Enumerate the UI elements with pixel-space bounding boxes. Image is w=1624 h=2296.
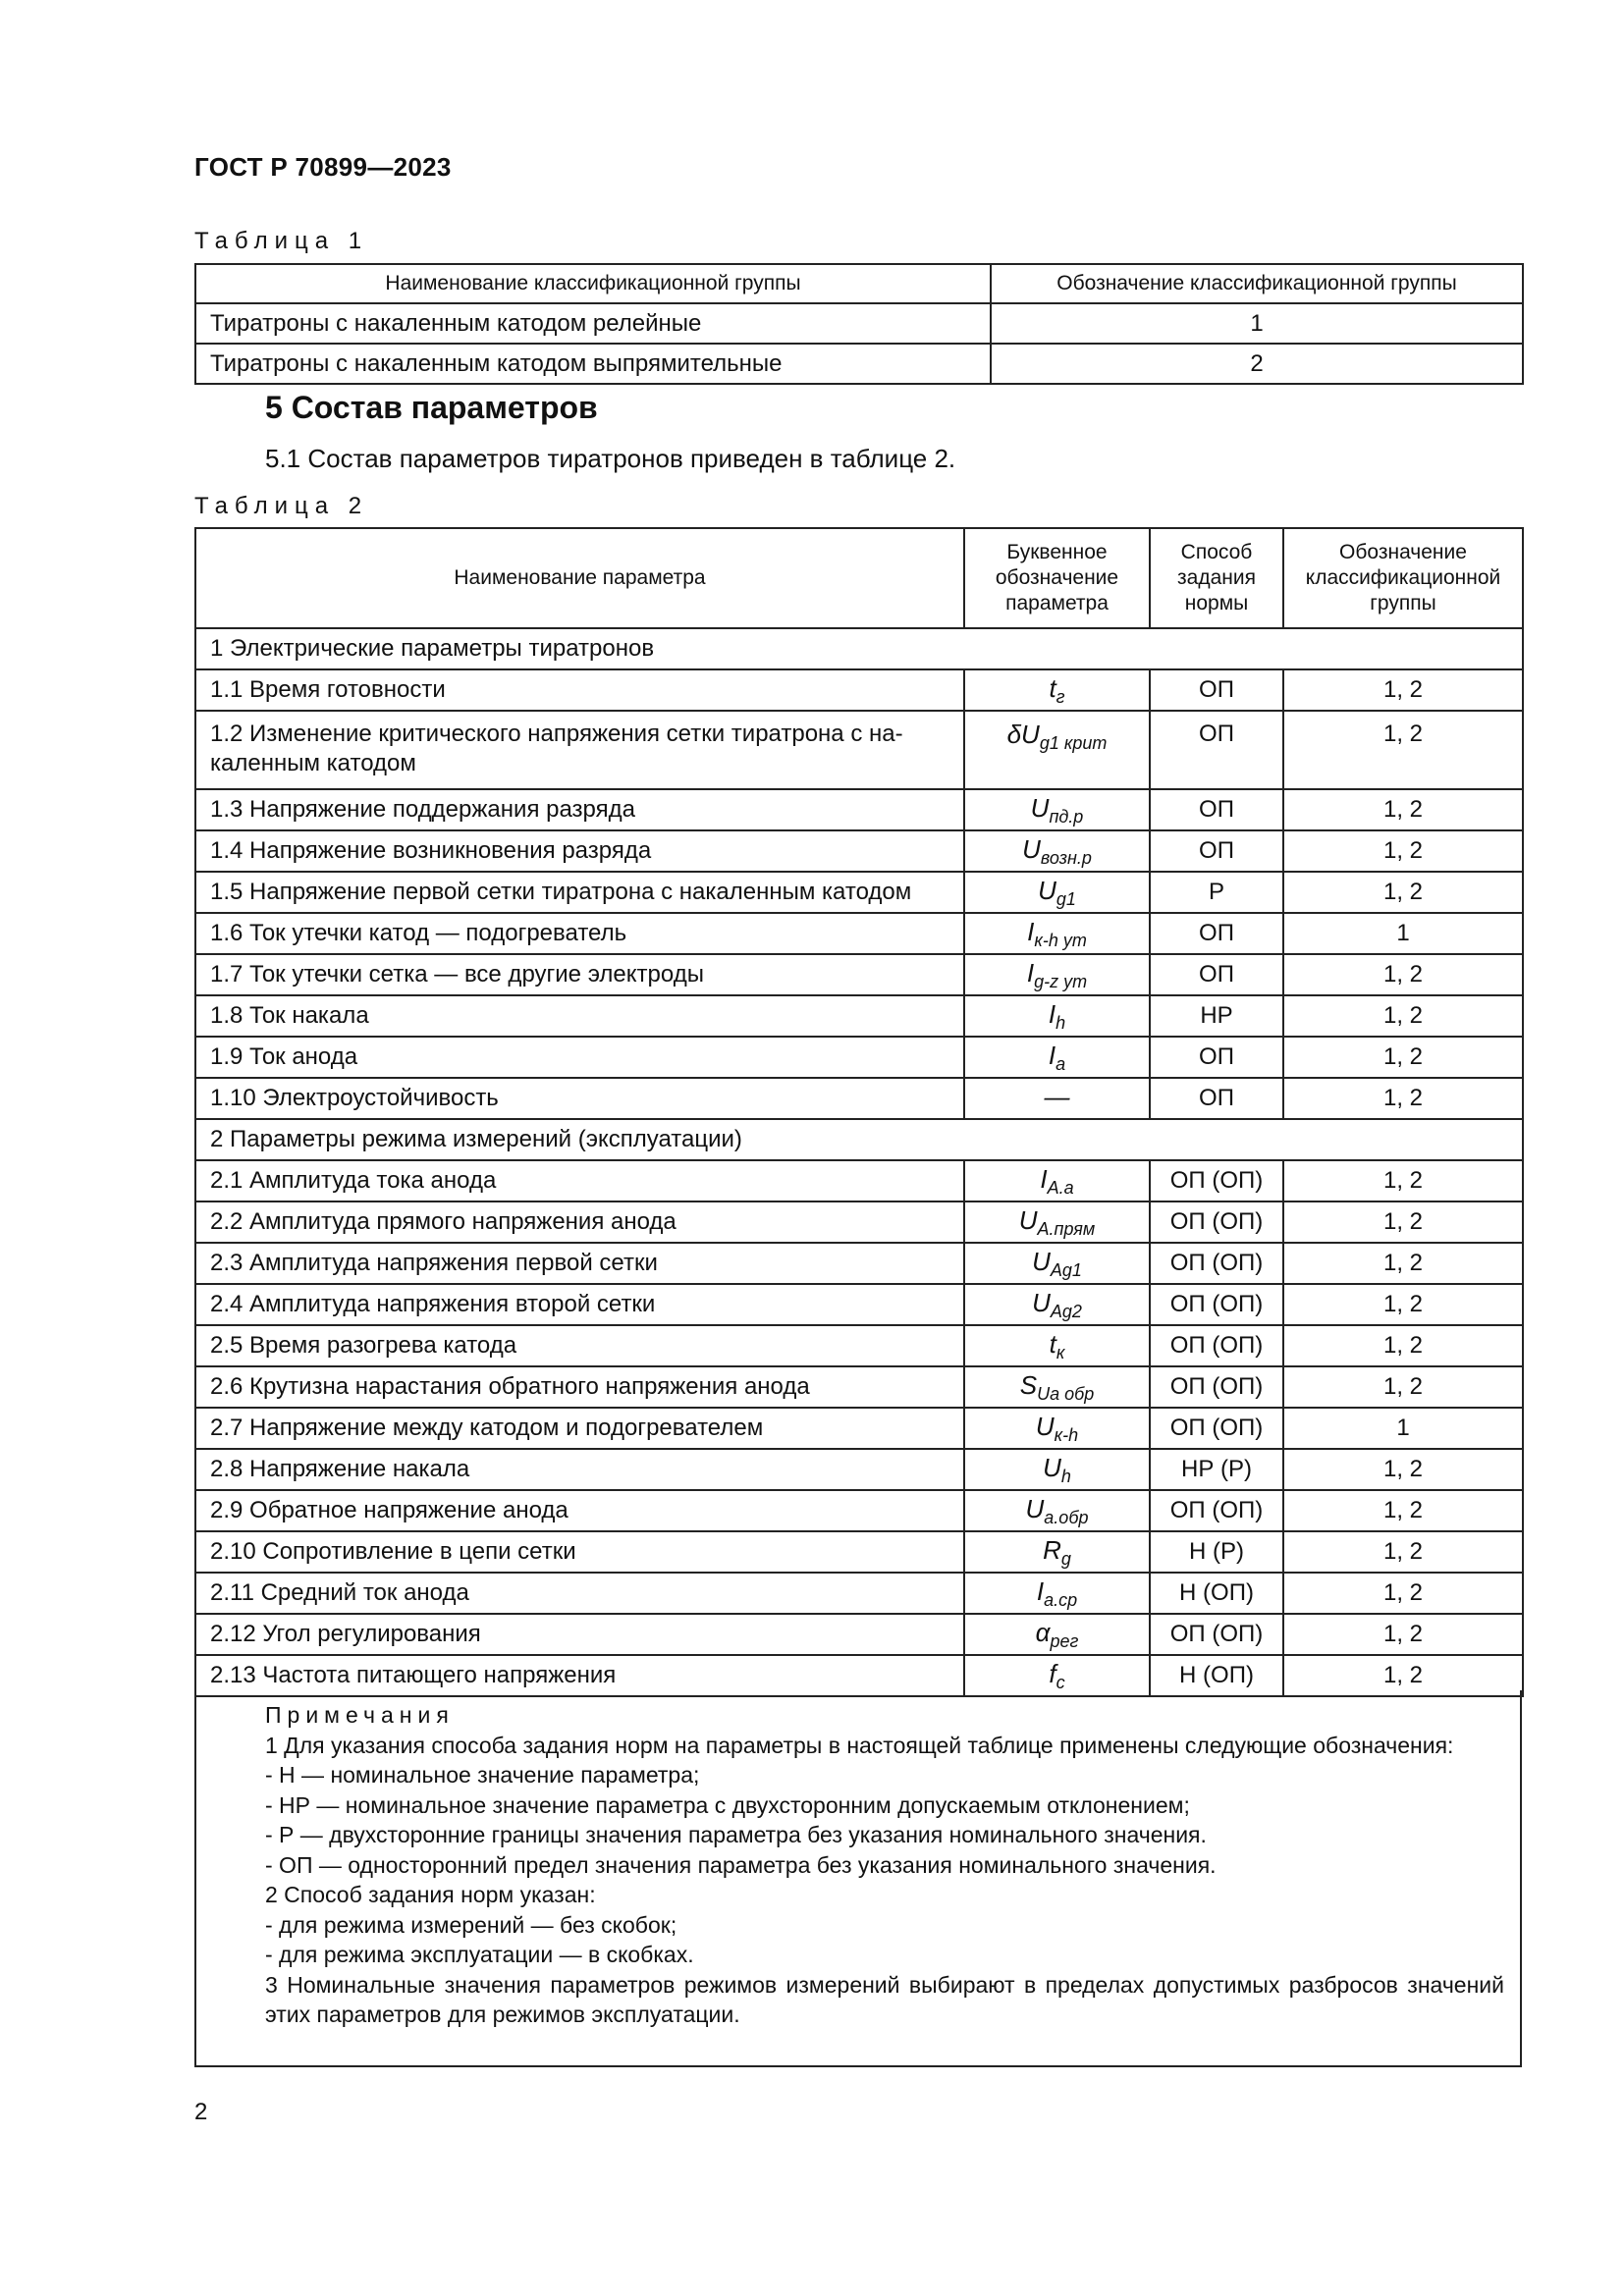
table2-group-row xyxy=(195,628,1523,669)
note-1-item: - Р — двухсторонние границы значения параметра без указания номинального значения. xyxy=(265,1822,1207,1847)
symbol-subscript: к-h xyxy=(1054,1424,1079,1445)
table2-cell-group: 1, 2 xyxy=(1283,1655,1523,1696)
symbol-main: S xyxy=(1019,1369,1038,1400)
table2-cell-group: 1, 2 xyxy=(1283,669,1523,711)
symbol-subscript: пд.р xyxy=(1049,806,1084,827)
table1-row xyxy=(195,344,1523,384)
symbol-subscript: g1 xyxy=(1056,888,1076,909)
table2-cell-method: ОП (ОП) xyxy=(1150,1160,1283,1201)
table2-cell-method: ОП (ОП) xyxy=(1150,1284,1283,1325)
symbol-main: I xyxy=(1048,1040,1056,1070)
symbol-main: f xyxy=(1049,1658,1056,1688)
table2-cell-symbol xyxy=(964,1284,1150,1325)
table2-row xyxy=(195,872,1523,913)
symbol-main: U xyxy=(1043,1452,1061,1482)
section-title: 5 Состав параметров xyxy=(265,390,598,425)
table2-cell-name: 1.7 Ток утечки сетка — все другие электроды xyxy=(195,954,964,995)
table2-cell-symbol xyxy=(964,1408,1150,1449)
table2-cell-group: 1, 2 xyxy=(1283,1201,1523,1243)
symbol-subscript: Аg2 xyxy=(1050,1301,1082,1321)
table2-cell-group: 1, 2 xyxy=(1283,1078,1523,1119)
table2-cell-method: Н (Р) xyxy=(1150,1531,1283,1573)
symbol-main: I xyxy=(1048,998,1056,1029)
symbol-main: U xyxy=(1035,1411,1055,1441)
table1-cell-name: Тиратроны с накаленным катодом релейные xyxy=(195,303,991,344)
table2-row xyxy=(195,1408,1523,1449)
table2-row xyxy=(195,1160,1523,1201)
table2-cell-group: 1, 2 xyxy=(1283,1037,1523,1078)
symbol-main: I xyxy=(1040,1163,1048,1194)
table2-cell-group: 1, 2 xyxy=(1283,1325,1523,1366)
symbol-main: U xyxy=(1038,875,1056,905)
table2-cell-name: 1.3 Напряжение поддержания разряда xyxy=(195,789,964,830)
symbol-subscript: возн.р xyxy=(1040,847,1092,868)
note-3: 3 Номинальные значения параметров режимов измерений выбирают в пределах допустимых разбросов значений этих параметров для режимов эксплуатации. xyxy=(265,1971,1504,2027)
table2-cell-method: ОП xyxy=(1150,1037,1283,1078)
table2 xyxy=(194,527,1524,1697)
table2-cell-name: 2.6 Крутизна нарастания обратного напряжения анода xyxy=(195,1366,964,1408)
symbol-subscript: А.прям xyxy=(1037,1218,1096,1239)
table2-cell-group: 1, 2 xyxy=(1283,1573,1523,1614)
note-2: 2 Способ задания норм указан: xyxy=(265,1882,596,1907)
table2-cell-group: 1, 2 xyxy=(1283,830,1523,872)
note-1: 1 Для указания способа задания норм на параметры в настоящей таблице применены следующие обозначения: xyxy=(265,1732,1454,1758)
table1-caption: Таблица 1 xyxy=(194,228,369,254)
table2-cell-group: 1, 2 xyxy=(1283,711,1523,789)
table2-cell-symbol xyxy=(964,1573,1150,1614)
table2-cell-name: 2.9 Обратное напряжение анода xyxy=(195,1490,964,1531)
table2-cell-method: Р xyxy=(1150,872,1283,913)
symbol-main: I xyxy=(1036,1575,1045,1606)
symbol-subscript: а.ср xyxy=(1044,1589,1078,1610)
table1-header-code: Обозначение классификационной группы xyxy=(991,264,1523,303)
note-2-item: - для режима эксплуатации — в скобках. xyxy=(265,1942,694,1967)
symbol-subscript: c xyxy=(1056,1672,1065,1692)
symbol-subscript: рег xyxy=(1050,1630,1079,1651)
symbol-subscript: h xyxy=(1056,1012,1066,1033)
table2-row xyxy=(195,830,1523,872)
symbol-subscript: а.обр xyxy=(1044,1507,1089,1527)
table2-cell-symbol xyxy=(964,872,1150,913)
table1-cell-code: 2 xyxy=(991,344,1523,384)
table2-cell-symbol xyxy=(964,913,1150,954)
table2-cell-name: 1.10 Электроустойчивость xyxy=(195,1078,964,1119)
symbol-main: t xyxy=(1049,672,1056,703)
table2-header-group: Обозначение классификационной группы xyxy=(1283,528,1523,628)
table2-row xyxy=(195,1531,1523,1573)
notes-caption: Примечания xyxy=(265,1702,455,1728)
symbol-main: U xyxy=(1025,1493,1045,1523)
symbol-subscript: g xyxy=(1060,1548,1071,1569)
symbol-subscript: Uа обр xyxy=(1037,1383,1095,1404)
table1-header-row xyxy=(195,264,1523,303)
table2-cell-symbol xyxy=(964,1037,1150,1078)
table2-cell-method: ОП xyxy=(1150,1078,1283,1119)
table2-row xyxy=(195,1573,1523,1614)
table2-cell-name: 2.11 Средний ток анода xyxy=(195,1573,964,1614)
table2-cell-group: 1 xyxy=(1283,913,1523,954)
table2-cell-group: 1, 2 xyxy=(1283,1160,1523,1201)
table2-cell-symbol xyxy=(964,1325,1150,1366)
table2-cell-symbol xyxy=(964,1490,1150,1531)
table2-cell-name: 1.6 Ток утечки катод — подогреватель xyxy=(195,913,964,954)
table2-row xyxy=(195,711,1523,789)
table2-cell-symbol xyxy=(964,789,1150,830)
table2-cell-method: Н (ОП) xyxy=(1150,1655,1283,1696)
note-1-item: - НР — номинальное значение параметра с двухсторонним допускаемым отклонением; xyxy=(265,1791,1190,1818)
table2-cell-name: 2.10 Сопротивление в цепи сетки xyxy=(195,1531,964,1573)
table2-cell-method: Н (ОП) xyxy=(1150,1573,1283,1614)
table2-cell-symbol xyxy=(964,1243,1150,1284)
table2-notes xyxy=(194,1690,1522,2067)
table2-header-name: Наименование параметра xyxy=(195,528,964,628)
table2-row xyxy=(195,1449,1523,1490)
table2-cell-name: 2.1 Амплитуда тока анода xyxy=(195,1160,964,1201)
section-paragraph: 5.1 Состав параметров тиратронов приведен в таблице 2. xyxy=(265,444,956,473)
table2-row xyxy=(195,954,1523,995)
table2-cell-method: ОП (ОП) xyxy=(1150,1201,1283,1243)
symbol-subscript: h xyxy=(1060,1466,1071,1486)
table2-row xyxy=(195,1037,1523,1078)
symbol-main: I xyxy=(1027,916,1035,946)
table2-cell-symbol xyxy=(964,669,1150,711)
symbol-main: U xyxy=(1032,1287,1051,1317)
table1-header-name: Наименование классификационной группы xyxy=(195,264,991,303)
symbol-main: I xyxy=(1026,957,1035,988)
table2-cell-group: 1, 2 xyxy=(1283,789,1523,830)
table2-cell-method: ОП (ОП) xyxy=(1150,1614,1283,1655)
table1-row xyxy=(195,303,1523,344)
table2-cell-group: 1, 2 xyxy=(1283,995,1523,1037)
table1-cell-code: 1 xyxy=(991,303,1523,344)
table2-cell-symbol xyxy=(964,1449,1150,1490)
table2-cell-name: 2.3 Амплитуда напряжения первой сетки xyxy=(195,1243,964,1284)
table2-cell-method: ОП xyxy=(1150,711,1283,789)
table2-cell-group: 1, 2 xyxy=(1283,1284,1523,1325)
table2-cell-symbol xyxy=(964,1366,1150,1408)
table2-cell-group: 1, 2 xyxy=(1283,1243,1523,1284)
table2-cell-method: ОП xyxy=(1150,789,1283,830)
table2-cell-name: 1.5 Напряжение первой сетки тиратрона с накаленным катодом xyxy=(195,872,964,913)
table2-cell-symbol xyxy=(964,1160,1150,1201)
table2-cell-name: 2.8 Напряжение накала xyxy=(195,1449,964,1490)
table2-cell-name: 2.5 Время разогрева катода xyxy=(195,1325,964,1366)
table2-cell-group: 1, 2 xyxy=(1283,872,1523,913)
table2-row xyxy=(195,1490,1523,1531)
table2-cell-name: 1.8 Ток накала xyxy=(195,995,964,1037)
table2-cell-symbol xyxy=(964,1201,1150,1243)
table2-cell-symbol xyxy=(964,830,1150,872)
table2-cell-name: 1.4 Напряжение возникновения разряда xyxy=(195,830,964,872)
table2-cell-group: 1, 2 xyxy=(1283,954,1523,995)
symbol-subscript: А.а xyxy=(1047,1177,1074,1198)
note-1-item: - Н — номинальное значение параметра; xyxy=(265,1762,700,1788)
symbol-subscript: Аg1 xyxy=(1050,1259,1082,1280)
symbol-subscript: г xyxy=(1056,686,1065,707)
table2-row xyxy=(195,1614,1523,1655)
table2-row xyxy=(195,1325,1523,1366)
table2-cell-symbol xyxy=(964,1531,1150,1573)
table2-header-row xyxy=(195,528,1523,628)
note-2-item: - для режима измерений — без скобок; xyxy=(265,1911,677,1938)
symbol-main: δU xyxy=(1006,720,1040,749)
table2-row xyxy=(195,669,1523,711)
table2-cell-method: ОП xyxy=(1150,913,1283,954)
symbol-subscript: g-z ут xyxy=(1034,971,1088,991)
table2-cell-method: ОП (ОП) xyxy=(1150,1408,1283,1449)
table2-cell-name: 2.7 Напряжение между катодом и подогревателем xyxy=(195,1408,964,1449)
table1 xyxy=(194,263,1524,385)
table2-cell-method: ОП (ОП) xyxy=(1150,1490,1283,1531)
symbol-main: R xyxy=(1043,1534,1061,1565)
table2-cell-symbol xyxy=(964,711,1150,789)
table2-cell-name: 1.2 Изменение критического напряжения сетки тиратрона с накаленным катодом xyxy=(195,711,964,789)
symbol-main: U xyxy=(1032,1246,1051,1276)
symbol-subscript: к-h ут xyxy=(1034,930,1087,950)
table2-cell-group: 1, 2 xyxy=(1283,1366,1523,1408)
symbol-subscript: к xyxy=(1056,1342,1065,1362)
table2-row xyxy=(195,789,1523,830)
symbol-main: α xyxy=(1035,1617,1051,1647)
table2-group-title: 2 Параметры режима измерений (эксплуатации) xyxy=(195,1119,1523,1160)
symbol-main: U xyxy=(1022,833,1041,864)
table2-cell-symbol xyxy=(964,995,1150,1037)
table2-header-symbol: Буквенное обозначение параметра xyxy=(964,528,1150,628)
table2-cell-symbol xyxy=(964,1078,1150,1119)
table2-cell-name: 2.12 Угол регулирования xyxy=(195,1614,964,1655)
symbol-subscript: а xyxy=(1056,1053,1066,1074)
table2-cell-method: ОП (ОП) xyxy=(1150,1243,1283,1284)
symbol-subscript: g1 крит xyxy=(1039,733,1108,753)
table2-cell-group: 1, 2 xyxy=(1283,1531,1523,1573)
symbol-main: — xyxy=(1044,1081,1070,1111)
table2-row xyxy=(195,1243,1523,1284)
table2-cell-name: 2.13 Частота питающего напряжения xyxy=(195,1655,964,1696)
page-number: 2 xyxy=(194,2099,208,2125)
table2-cell-symbol xyxy=(964,1614,1150,1655)
document-header: ГОСТ Р 70899—2023 xyxy=(194,152,452,182)
table2-cell-name: 2.4 Амплитуда напряжения второй сетки xyxy=(195,1284,964,1325)
table2-header-method: Способ задания нормы xyxy=(1150,528,1283,628)
table2-cell-group: 1, 2 xyxy=(1283,1490,1523,1531)
table2-cell-name: 1.9 Ток анода xyxy=(195,1037,964,1078)
note-1-item: - ОП — односторонний предел значения параметра без указания номинального значения. xyxy=(265,1851,1217,1878)
table1-cell-name: Тиратроны с накаленным катодом выпрямительные xyxy=(195,344,991,384)
table2-cell-name: 1.1 Время готовности xyxy=(195,669,964,711)
table2-cell-group: 1 xyxy=(1283,1408,1523,1449)
table2-cell-method: ОП xyxy=(1150,669,1283,711)
table2-cell-name: 2.2 Амплитуда прямого напряжения анода xyxy=(195,1201,964,1243)
table2-row xyxy=(195,1078,1523,1119)
table2-row xyxy=(195,995,1523,1037)
table2-cell-method: ОП (ОП) xyxy=(1150,1366,1283,1408)
table2-cell-method: ОП xyxy=(1150,954,1283,995)
table2-cell-method: ОП xyxy=(1150,830,1283,872)
table2-row xyxy=(195,913,1523,954)
table2-row xyxy=(195,1284,1523,1325)
table2-group-row xyxy=(195,1119,1523,1160)
table2-cell-method: НР xyxy=(1150,995,1283,1037)
table2-caption: Таблица 2 xyxy=(194,493,369,519)
table2-cell-method: НР (Р) xyxy=(1150,1449,1283,1490)
symbol-main: t xyxy=(1049,1328,1056,1359)
table2-row xyxy=(195,1366,1523,1408)
symbol-main: U xyxy=(1030,792,1050,823)
table2-cell-method: ОП (ОП) xyxy=(1150,1325,1283,1366)
table2-cell-group: 1, 2 xyxy=(1283,1449,1523,1490)
table2-group-title: 1 Электрические параметры тиратронов xyxy=(195,628,1523,669)
table2-cell-symbol xyxy=(964,954,1150,995)
table2-cell-group: 1, 2 xyxy=(1283,1614,1523,1655)
symbol-main: U xyxy=(1018,1204,1038,1235)
table2-row xyxy=(195,1201,1523,1243)
